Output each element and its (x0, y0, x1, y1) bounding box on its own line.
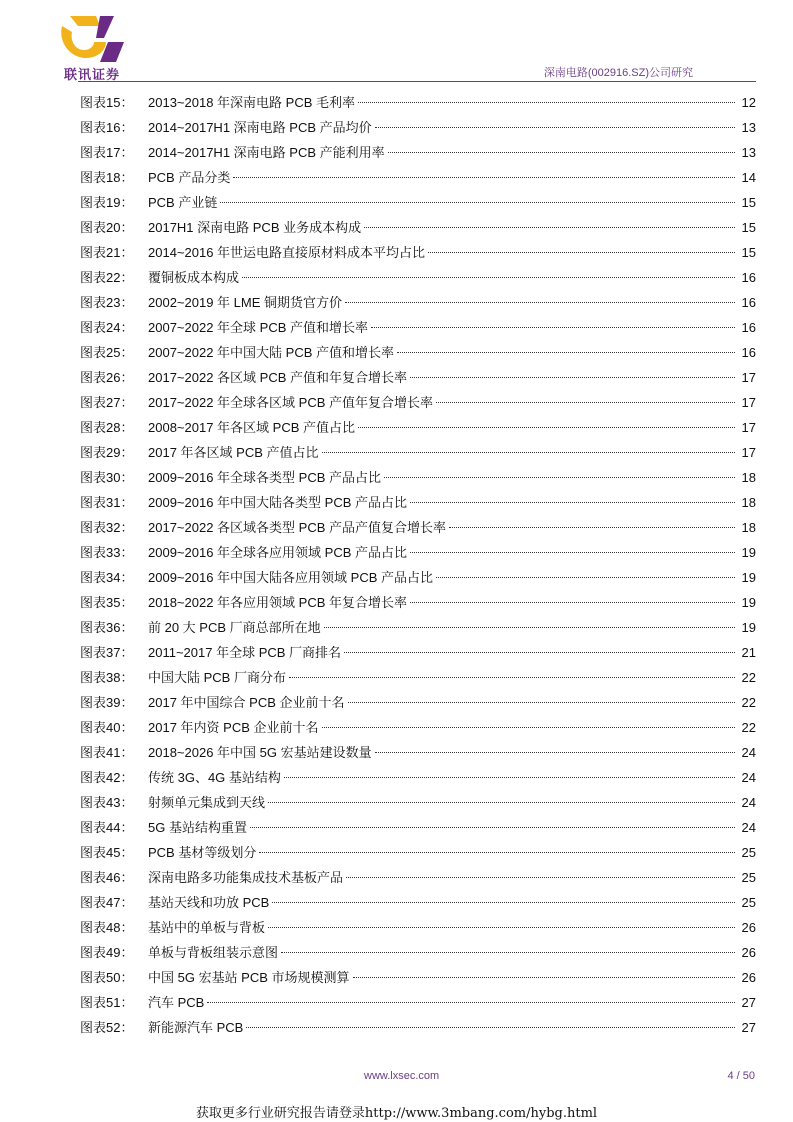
toc-figure-label: 图表37： (80, 645, 134, 660)
toc-page-number[interactable]: 17 (741, 370, 756, 385)
toc-page-number[interactable]: 13 (741, 145, 756, 160)
toc-figure-label: 图表51： (80, 995, 134, 1010)
toc-figure-label: 图表48： (80, 920, 134, 935)
toc-figure-label: 图表29： (80, 445, 134, 460)
toc-figure-title[interactable]: 射频单元集成到天线 (148, 795, 266, 810)
toc-dot-leader (250, 827, 735, 828)
toc-figure-title[interactable]: 2017~2022 各区域 PCB 产值和年复合增长率 (148, 370, 407, 385)
toc-entry[interactable] (80, 394, 756, 419)
toc-page-number[interactable]: 21 (741, 645, 756, 660)
toc-dot-leader (281, 952, 735, 953)
toc-dot-leader (345, 302, 735, 303)
toc-page-number[interactable]: 24 (741, 745, 756, 760)
toc-entry[interactable] (80, 569, 756, 594)
toc-page-number[interactable]: 19 (741, 620, 756, 635)
toc-dot-leader (358, 102, 735, 103)
toc-dot-leader (272, 902, 735, 903)
toc-figure-label: 图表20： (80, 220, 134, 235)
toc-figure-title[interactable]: 基站中的单板与背板 (148, 920, 266, 935)
toc-entry[interactable] (80, 194, 756, 219)
toc-figure-title[interactable]: 2014~2017H1 深南电路 PCB 产品均价 (148, 120, 372, 135)
toc-page-number[interactable]: 15 (741, 195, 756, 210)
toc-page-number[interactable]: 18 (741, 520, 756, 535)
toc-entry[interactable] (80, 219, 756, 244)
toc-entry[interactable] (80, 369, 756, 394)
toc-figure-title[interactable]: 2017 年中国综合 PCB 企业前十名 (148, 695, 345, 710)
toc-page-number[interactable]: 19 (741, 595, 756, 610)
toc-figure-label: 图表31： (80, 495, 134, 510)
toc-dot-leader (268, 802, 735, 803)
toc-figure-label: 图表33： (80, 545, 134, 560)
toc-figure-title[interactable]: 基站天线和功放 PCB (148, 895, 270, 910)
page-number: 4 / 50 (727, 1070, 755, 1082)
toc-entry[interactable] (80, 294, 756, 319)
toc-figure-title[interactable]: 2018~2022 年各应用领域 PCB 年复合增长率 (148, 595, 407, 610)
toc-page-number[interactable]: 19 (741, 570, 756, 585)
toc-dot-leader (220, 202, 735, 203)
toc-page-number[interactable]: 16 (741, 320, 756, 335)
logo-text: 联讯证券 (63, 68, 120, 83)
toc-figure-label: 图表28： (80, 420, 134, 435)
toc-figure-label: 图表44： (80, 820, 134, 835)
toc-page-number[interactable]: 17 (741, 445, 756, 460)
toc-entry[interactable] (80, 469, 756, 494)
toc-dot-leader (410, 552, 735, 553)
toc-figure-label: 图表19： (80, 195, 134, 210)
toc-figure-label: 图表36： (80, 620, 134, 635)
toc-page-number[interactable]: 27 (741, 1020, 756, 1035)
toc-figure-label: 图表17： (80, 145, 134, 160)
toc-figure-label: 图表42： (80, 770, 134, 785)
toc-figure-title[interactable]: 新能源汽车 PCB (148, 1020, 244, 1035)
toc-entry[interactable] (80, 619, 756, 644)
toc-dot-leader (268, 927, 735, 928)
toc-figure-label: 图表40： (80, 720, 134, 735)
toc-page-number[interactable]: 14 (741, 170, 756, 185)
toc-figure-title[interactable]: 中国 5G 宏基站 PCB 市场规模测算 (148, 970, 350, 985)
toc-figure-title[interactable]: 单板与背板组装示意图 (148, 945, 279, 960)
toc-figure-label: 图表21： (80, 245, 134, 260)
toc-figure-label: 图表47： (80, 895, 134, 910)
toc-figure-label: 图表50： (80, 970, 134, 985)
toc-figure-title[interactable]: PCB 产品分类 (148, 170, 231, 185)
toc-figure-title[interactable]: 5G 基站结构重置 (148, 820, 247, 835)
toc-figure-title[interactable]: 2014~2017H1 深南电路 PCB 产能利用率 (148, 145, 385, 160)
toc-dot-leader (375, 127, 735, 128)
toc-figure-title[interactable]: 2017 年各区域 PCB 产值占比 (148, 445, 319, 460)
toc-figure-title[interactable]: 2009~2016 年中国大陆各应用领域 PCB 产品占比 (148, 570, 433, 585)
toc-page-number[interactable]: 22 (741, 695, 756, 710)
toc-page-number[interactable]: 18 (741, 470, 756, 485)
logo-mark-icon (56, 12, 128, 64)
toc-entry[interactable] (80, 419, 756, 444)
toc-page-number[interactable]: 18 (741, 495, 756, 510)
toc-entry[interactable] (80, 919, 756, 944)
toc-dot-leader (388, 152, 735, 153)
toc-entry[interactable] (80, 894, 756, 919)
toc-figure-label: 图表52： (80, 1020, 134, 1035)
toc-entry[interactable] (80, 319, 756, 344)
toc-figure-title[interactable]: 汽车 PCB (148, 995, 205, 1010)
toc-entry[interactable] (80, 794, 756, 819)
toc-dot-leader (364, 227, 735, 228)
toc-dot-leader (449, 527, 735, 528)
toc-figure-label: 图表30： (80, 470, 134, 485)
toc-entry[interactable] (80, 94, 756, 119)
toc-dot-leader (428, 252, 735, 253)
toc-dot-leader (397, 352, 735, 353)
toc-entry[interactable] (80, 694, 756, 719)
toc-figure-title[interactable]: 2007~2022 年全球 PCB 产值和增长率 (148, 320, 368, 335)
toc-page-number[interactable]: 12 (741, 95, 756, 110)
toc-dot-leader (358, 427, 735, 428)
toc-page-number[interactable]: 16 (741, 295, 756, 310)
toc-entry[interactable] (80, 269, 756, 294)
toc-entry[interactable] (80, 819, 756, 844)
toc-dot-leader (289, 677, 735, 678)
toc-figure-title[interactable]: 2018~2026 年中国 5G 宏基站建设数量 (148, 745, 372, 760)
toc-dot-leader (322, 452, 736, 453)
toc-entry[interactable] (80, 544, 756, 569)
toc-figure-title[interactable]: PCB 基材等级划分 (148, 845, 257, 860)
toc-entry[interactable] (80, 119, 756, 144)
toc-figure-title[interactable]: 覆铜板成本构成 (148, 270, 240, 285)
toc-figure-title[interactable]: 中国大陆 PCB 厂商分布 (148, 670, 286, 685)
toc-dot-leader (436, 402, 735, 403)
toc-entry[interactable] (80, 969, 756, 994)
toc-dot-leader (384, 477, 735, 478)
toc-figure-title[interactable]: 2017 年内资 PCB 企业前十名 (148, 720, 319, 735)
toc-entry[interactable] (80, 519, 756, 544)
toc-figure-label: 图表46： (80, 870, 134, 885)
toc-entry[interactable] (80, 719, 756, 744)
toc-entry[interactable] (80, 144, 756, 169)
toc-entry[interactable] (80, 594, 756, 619)
toc-figure-label: 图表15： (80, 95, 134, 110)
toc-dot-leader (324, 627, 735, 628)
toc-dot-leader (410, 602, 735, 603)
toc-dot-leader (207, 1002, 735, 1003)
toc-figure-label: 图表32： (80, 520, 134, 535)
toc-page-number[interactable]: 27 (741, 995, 756, 1010)
toc-figure-label: 图表43： (80, 795, 134, 810)
toc-figure-title[interactable]: 2014~2016 年世运电路直接原材料成本平均占比 (148, 245, 426, 260)
toc-figure-title[interactable]: 2007~2022 年中国大陆 PCB 产值和增长率 (148, 345, 394, 360)
toc-page-number[interactable]: 26 (741, 920, 756, 935)
toc-page-number[interactable]: 24 (741, 820, 756, 835)
toc-page-number[interactable]: 26 (741, 945, 756, 960)
toc-figure-title[interactable]: 2009~2016 年中国大陆各类型 PCB 产品占比 (148, 495, 407, 510)
toc-figure-label: 图表45： (80, 845, 134, 860)
toc-figure-title[interactable]: 2017~2022 年全球各区域 PCB 产值年复合增长率 (148, 395, 433, 410)
toc-entry[interactable] (80, 444, 756, 469)
footer-website-link[interactable]: www.lxsec.com (364, 1070, 440, 1082)
toc-dot-leader (375, 752, 735, 753)
toc-page-number[interactable]: 22 (741, 720, 756, 735)
toc-page-number[interactable]: 17 (741, 420, 756, 435)
toc-entry[interactable] (80, 344, 756, 369)
toc-figure-label: 图表16： (80, 120, 134, 135)
report-title: 深南电路(002916.SZ)公司研究 (543, 67, 693, 79)
toc-dot-leader (233, 177, 735, 178)
toc-page-number[interactable]: 25 (741, 870, 756, 885)
toc-figure-label: 图表49： (80, 945, 134, 960)
toc-figure-title[interactable]: 2011~2017 年全球 PCB 厂商排名 (148, 645, 342, 660)
toc-page-number[interactable]: 16 (741, 345, 756, 360)
toc-figure-label: 图表26： (80, 370, 134, 385)
toc-figure-label: 图表35： (80, 595, 134, 610)
toc-entry[interactable] (80, 869, 756, 894)
toc-page-number[interactable]: 25 (741, 845, 756, 860)
toc-dot-leader (353, 977, 735, 978)
toc-dot-leader (348, 702, 736, 703)
toc-dot-leader (259, 852, 735, 853)
toc-figure-label: 图表34： (80, 570, 134, 585)
toc-dot-leader (246, 1027, 735, 1028)
toc-figure-title[interactable]: 2017H1 深南电路 PCB 业务成本构成 (148, 220, 362, 235)
toc-page-number[interactable]: 16 (741, 270, 756, 285)
toc-dot-leader (436, 577, 735, 578)
toc-figure-title[interactable]: 前 20 大 PCB 厂商总部所在地 (148, 620, 321, 635)
toc-entry[interactable] (80, 669, 756, 694)
toc-figure-label: 图表24： (80, 320, 134, 335)
toc-figure-label: 图表22： (80, 270, 134, 285)
toc-entry[interactable] (80, 944, 756, 969)
toc-dot-leader (410, 377, 735, 378)
toc-page-number[interactable]: 19 (741, 545, 756, 560)
toc-entry[interactable] (80, 1019, 756, 1044)
company-logo (52, 12, 132, 83)
toc-page-number[interactable]: 22 (741, 670, 756, 685)
toc-page-number[interactable]: 26 (741, 970, 756, 985)
toc-figure-title[interactable]: 2008~2017 年各区域 PCB 产值占比 (148, 420, 355, 435)
toc-figure-title[interactable]: 2017~2022 各区域各类型 PCB 产品产值复合增长率 (148, 520, 446, 535)
toc-entry[interactable] (80, 644, 756, 669)
toc-dot-leader (322, 727, 736, 728)
figure-index-list (80, 94, 756, 1044)
toc-dot-leader (410, 502, 735, 503)
toc-page-number[interactable]: 17 (741, 395, 756, 410)
toc-entry[interactable] (80, 244, 756, 269)
toc-figure-title[interactable]: 深南电路多功能集成技术基板产品 (148, 870, 344, 885)
toc-figure-label: 图表39： (80, 695, 134, 710)
toc-dot-leader (371, 327, 735, 328)
toc-figure-label: 图表25： (80, 345, 134, 360)
toc-dot-leader (242, 277, 735, 278)
toc-figure-title[interactable]: PCB 产业链 (148, 195, 218, 210)
toc-figure-label: 图表38： (80, 670, 134, 685)
toc-entry[interactable] (80, 994, 756, 1019)
toc-figure-title[interactable]: 2009~2016 年全球各应用领域 PCB 产品占比 (148, 545, 407, 560)
toc-figure-label: 图表27： (80, 395, 134, 410)
promo-banner: 获取更多行业研究报告请登录http://www.3mbang.com/hybg.html (195, 1106, 598, 1121)
toc-figure-title[interactable]: 2013~2018 年深南电路 PCB 毛利率 (148, 95, 355, 110)
toc-figure-title[interactable]: 2009~2016 年全球各类型 PCB 产品占比 (148, 470, 381, 485)
toc-page-number[interactable]: 15 (741, 220, 756, 235)
toc-page-number[interactable]: 15 (741, 245, 756, 260)
toc-figure-title[interactable]: 传统 3G、4G 基站结构 (148, 770, 281, 785)
toc-figure-label: 图表41： (80, 745, 134, 760)
toc-figure-label: 图表23： (80, 295, 134, 310)
toc-entry[interactable] (80, 744, 756, 769)
toc-page-number[interactable]: 24 (741, 770, 756, 785)
toc-entry[interactable] (80, 494, 756, 519)
toc-page-number[interactable]: 24 (741, 795, 756, 810)
toc-dot-leader (346, 877, 735, 878)
toc-dot-leader (344, 652, 735, 653)
toc-page-number[interactable]: 25 (741, 895, 756, 910)
toc-dot-leader (284, 777, 735, 778)
toc-page-number[interactable]: 13 (741, 120, 756, 135)
toc-figure-label: 图表18： (80, 170, 134, 185)
toc-figure-title[interactable]: 2002~2019 年 LME 铜期货官方价 (148, 295, 342, 310)
toc-entry[interactable] (80, 769, 756, 794)
header-divider (78, 81, 756, 82)
toc-entry[interactable] (80, 169, 756, 194)
toc-entry[interactable] (80, 844, 756, 869)
